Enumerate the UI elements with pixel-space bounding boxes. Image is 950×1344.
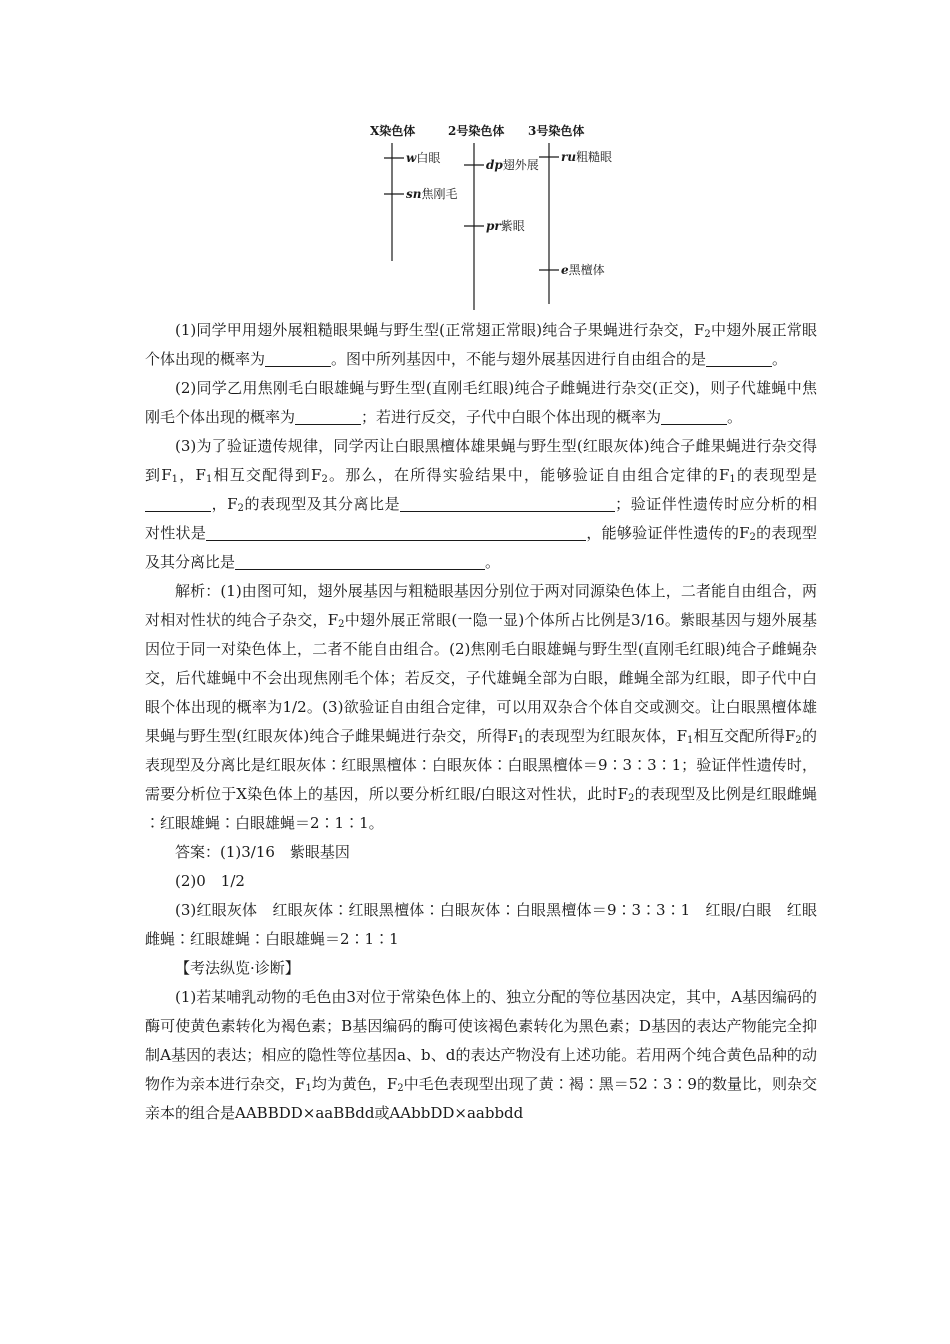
section-title: 【考法纵览·诊断】 bbox=[175, 959, 300, 977]
question-2: (2)同学乙用焦刚毛白眼雄蝇与野生型(直刚毛红眼)纯合子雌蝇进行杂交(正交)，则子代雄蝇中焦刚毛个体出现的概率为 ；若进行反交，子代中白眼个体出现的概率为 。 bbox=[145, 379, 817, 426]
analysis: 解析：(1)由图可知，翅外展基因与粗糙眼基因分别位于两对同源染色体上，二者能自由组合，两对相对性状的纯合子杂交，$F_2$中翅外展正常眼(一隐一显)个体所占比例是3/16。紫眼基因与翅外展基因位于同一对染色体上，二者不能自由组合。(2)焦刚毛白眼雄蝇与野生型(直刚毛红眼)纯合子雌蝇杂交，后代雄蝇中不会出现焦刚毛个体；若反交，子代雄蝇全部为白眼，雌蝇全部为红眼，即子代中白眼个体出现的概率为1/2。(3)欲验证自由组合定律，可以用双杂合个体自交或测交。让白眼黑檀体雄果蝇与野生型(红眼灰体)纯合子雌果蝇进行杂交，所得$F_1$的表现型为红眼灰体，$F_1$相互交配所得$F_2$的表现型及分离比是红眼灰体∶红眼黑檀体∶白眼灰体∶白眼黑檀体＝9∶3∶3∶1；验证伴性遗传时，需要分析位于X染色体上的基因，所以要分析红眼/白眼这对性状，此时$F_2$的表现型及比例是红眼雌蝇∶红眼雄蝇∶白眼雄蝇＝2∶1∶1。 bbox=[145, 582, 817, 832]
answer-blank bbox=[400, 496, 615, 512]
question-1: (1)同学甲用翅外展粗糙眼果蝇与野生型(正常翅正常眼)纯合子果蝇进行杂交，$F_2$中翅外展正常眼个体出现的概率为 。图中所列基因中，不能与翅外展基因进行自由组合的是 。 bbox=[145, 321, 817, 368]
gene-label-dp: dp翅外展 bbox=[486, 158, 539, 172]
question-3: (3)为了验证遗传规律，同学丙让白眼黑檀体雄果蝇与野生型(红眼灰体)纯合子雌果蝇进行杂交得到$F_1$，$F_1$相互交配得到$F_2$。那么，在所得实验结果中，能够验证自由组合定律的$F_1$的表现型是，$F_2$的表现型及其分离比是 ；验证伴性遗传时应分析的相对性状是 ，能够验证伴性遗传的$F_2$的表现型及其分离比是 。 bbox=[145, 437, 817, 571]
answer-blank bbox=[235, 554, 485, 570]
answer-line-1: 答案：(1)3/16 紫眼基因 bbox=[175, 843, 350, 861]
answer-blank bbox=[661, 409, 727, 425]
gene-label-e: e黑檀体 bbox=[561, 263, 605, 277]
diagnosis-question-1: (1)若某哺乳动物的毛色由3对位于常染色体上的、独立分配的等位基因决定，其中，A基因编码的酶可使黄色素转化为褐色素；B基因编码的酶可使该褐色素转化为黑色素；D基因的表达产物能完全抑制A基因的表达；相应的隐性等位基因a、b、d的表达产物没有上述功能。若用两个纯合黄色品种的动物作为亲本进行杂交，$F_1$均为黄色，$F_2$中毛色表现型出现了黄∶褐∶黑＝52∶3∶9的数量比，则杂交亲本的组合是AABBDD×aaBBdd或AAbbDD×aabbdd bbox=[145, 988, 817, 1122]
gene-label-ru: ru粗糙眼 bbox=[561, 150, 613, 164]
chromosome-2-label: 2号染色体 bbox=[448, 124, 505, 138]
answer-blank bbox=[295, 409, 361, 425]
x-chromosome-label: X染色体 bbox=[370, 124, 416, 138]
answer-line-3: (3)红眼灰体 红眼灰体∶红眼黑檀体∶白眼灰体∶白眼黑檀体＝9∶3∶3∶1 红眼/白眼 红眼雌蝇∶红眼雄蝇∶白眼雄蝇＝2∶1∶1 bbox=[145, 901, 817, 948]
document-body bbox=[145, 316, 817, 1128]
chromosome-diagram bbox=[360, 115, 630, 315]
gene-label-w: w白眼 bbox=[406, 151, 441, 165]
answer-line-2: (2)0 1/2 bbox=[175, 872, 245, 890]
answer-blank bbox=[145, 496, 211, 512]
answer-blank bbox=[206, 525, 586, 541]
answer-blank bbox=[265, 351, 331, 367]
chromosome-3-label: 3号染色体 bbox=[528, 124, 585, 138]
gene-label-sn: sn焦刚毛 bbox=[406, 187, 458, 201]
gene-label-pr: pr紫眼 bbox=[486, 219, 525, 233]
answer-blank bbox=[706, 351, 772, 367]
